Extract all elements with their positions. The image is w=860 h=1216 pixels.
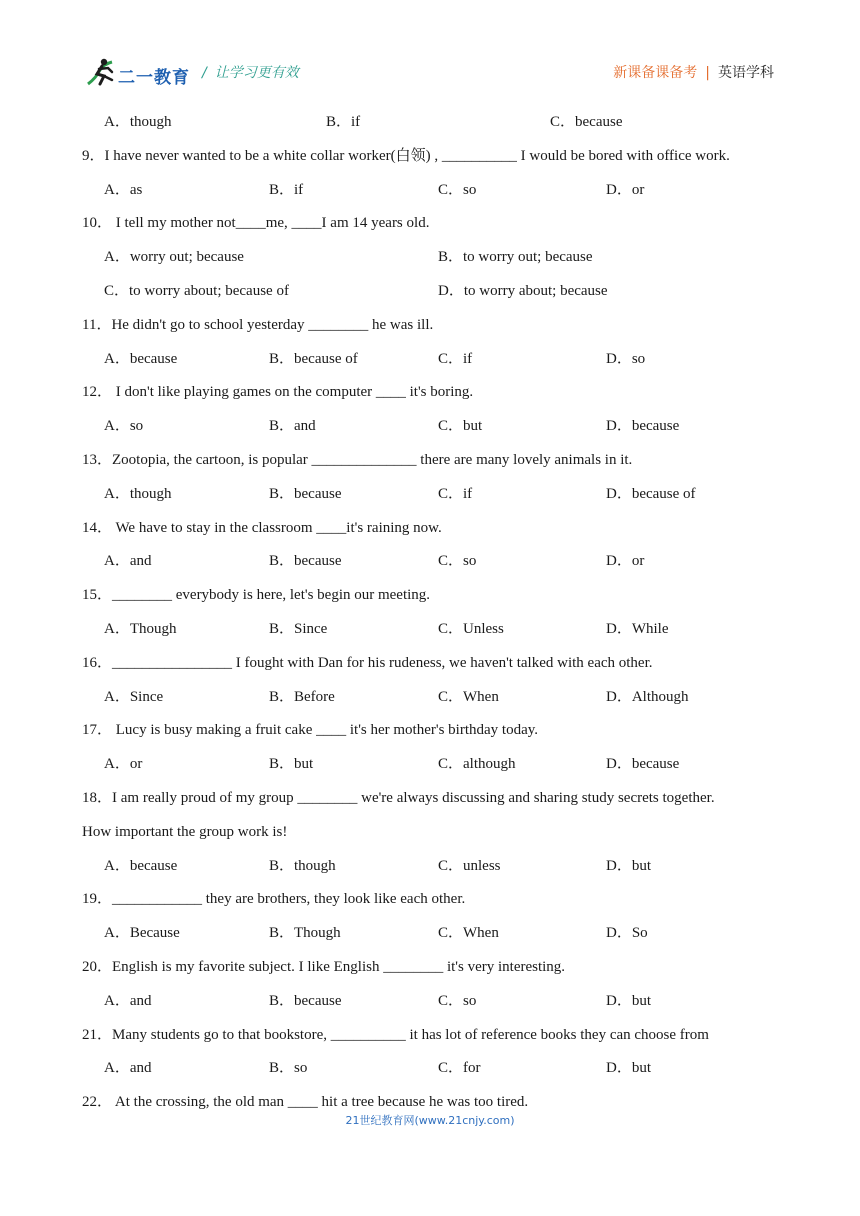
answer-options <box>82 174 782 208</box>
option-d: D．While <box>606 620 669 637</box>
option-a: A．Though <box>104 620 177 637</box>
header-subject <box>613 62 774 82</box>
option-a: A．and <box>104 1060 152 1077</box>
option-a: A．though <box>104 114 172 130</box>
page-header <box>82 56 774 92</box>
option-a: A．because <box>104 350 178 367</box>
answer-options <box>82 106 782 140</box>
question-text: 12． I don't like playing games on the computer ____ it's boring. <box>82 384 474 401</box>
answer-options <box>82 478 782 512</box>
option-c: C．if <box>438 485 473 502</box>
page-footer: 21世纪教育网(www.21cnjy.com) <box>345 1114 515 1127</box>
option-a: A．as <box>104 181 143 198</box>
question-text: 21．Many students go to that bookstore, __________ it has lot of reference books they can choose from <box>82 1026 709 1043</box>
question-text: 18．I am really proud of my group ________ we're always discussing and sharing study secrets together. <box>82 789 715 806</box>
option-d: D．because <box>606 418 680 435</box>
option-a: A．Because <box>104 925 180 942</box>
answer-options <box>82 275 782 309</box>
answer-options <box>82 410 782 444</box>
question-list <box>82 106 782 1120</box>
option-c: C．because <box>550 114 623 130</box>
answer-options <box>82 1052 782 1086</box>
header-right-subject: 英语学科 <box>718 65 774 81</box>
header-separator: | <box>705 65 710 81</box>
option-d: D．or <box>606 181 645 198</box>
answer-options <box>82 343 782 377</box>
question-text: 9．I have never wanted to be a white collar worker(白领) , __________ I would be bored with office work. <box>82 147 730 164</box>
option-a: A．because <box>104 857 178 874</box>
option-c: C．so <box>438 992 477 1009</box>
option-b: B．because <box>269 992 342 1009</box>
option-b: B．Since <box>269 620 328 637</box>
option-c: C．unless <box>438 857 501 874</box>
option-a: A．so <box>104 418 144 435</box>
option-b: B．because <box>269 485 342 502</box>
option-c: C．although <box>438 756 516 773</box>
option-b: B．but <box>269 756 314 773</box>
answer-options <box>82 681 782 715</box>
option-c: C．for <box>438 1060 481 1077</box>
option-d: D．because <box>606 756 680 773</box>
option-b: B．if <box>269 181 304 198</box>
answer-options <box>82 613 782 647</box>
question-text: 14． We have to stay in the classroom ____it's raining now. <box>82 519 442 536</box>
option-d: D．but <box>606 857 652 874</box>
header-right-orange: 新课备课备考 <box>613 65 698 81</box>
option-b: B．Though <box>269 925 341 942</box>
option-a: A．and <box>104 553 152 570</box>
answer-options <box>82 241 782 275</box>
answer-options <box>82 985 782 1019</box>
slogan-text: 让学习更有效 <box>214 65 299 81</box>
question-text: How important the group work is! <box>82 823 288 840</box>
question-text: 16．________________ I fought with Dan for his rudeness, we haven't talked with each other. <box>82 654 653 671</box>
option-b: B．because <box>269 553 342 570</box>
option-b: B．Before <box>269 688 335 705</box>
option-b: B．because of <box>269 350 358 367</box>
question-text: 13．Zootopia, the cartoon, is popular ______________ there are many lovely animals in it. <box>82 451 633 468</box>
question-text: 11．He didn't go to school yesterday ________ he was ill. <box>82 316 434 333</box>
option-d: D．so <box>606 350 646 367</box>
option-a: C．to worry about; because of <box>104 282 289 299</box>
answer-options <box>82 850 782 884</box>
option-d: D．because of <box>606 485 696 502</box>
question-text: 10． I tell my mother not____me, ____I am 14 years old. <box>82 215 430 232</box>
option-a: A．or <box>104 756 143 773</box>
option-b: B．though <box>269 857 336 874</box>
option-a: A．though <box>104 485 172 502</box>
option-c: C．so <box>438 181 477 198</box>
answer-options <box>82 545 782 579</box>
slogan: / 让学习更有效 <box>202 65 299 81</box>
option-d: D．Although <box>606 688 689 705</box>
option-c: C．Unless <box>438 620 504 637</box>
option-a: A．Since <box>104 688 164 705</box>
option-a: A．and <box>104 992 152 1009</box>
option-b: B．so <box>269 1060 308 1077</box>
option-c: C．When <box>438 925 499 942</box>
option-c: C．if <box>438 350 473 367</box>
question-text: 19．____________ they are brothers, they look like each other. <box>82 891 466 908</box>
option-c: C．but <box>438 418 483 435</box>
option-b: B．to worry out; because <box>438 249 593 266</box>
option-b: B．if <box>326 114 361 130</box>
question-text: 15．________ everybody is here, let's begin our meeting. <box>82 587 431 604</box>
logo <box>82 56 192 90</box>
runner-logo-icon <box>82 56 122 90</box>
option-c: C．When <box>438 688 499 705</box>
option-a: A．worry out; because <box>104 249 244 266</box>
option-b: B．and <box>269 418 316 435</box>
question-text: 17． Lucy is busy making a fruit cake ____ it's her mother's birthday today. <box>82 722 539 739</box>
question-text: 20．English is my favorite subject. I like English ________ it's very interesting. <box>82 958 566 975</box>
option-d: D．So <box>606 925 648 942</box>
option-c: C．so <box>438 553 477 570</box>
option-d: D．but <box>606 992 652 1009</box>
answer-options <box>82 748 782 782</box>
logo-text: 二一教育 <box>118 68 190 88</box>
option-b: D．to worry about; because <box>438 282 608 299</box>
option-d: D．or <box>606 553 645 570</box>
option-d: D．but <box>606 1060 652 1077</box>
question-text: 22． At the crossing, the old man ____ hit a tree because he was too tired. <box>82 1094 529 1111</box>
answer-options <box>82 917 782 951</box>
